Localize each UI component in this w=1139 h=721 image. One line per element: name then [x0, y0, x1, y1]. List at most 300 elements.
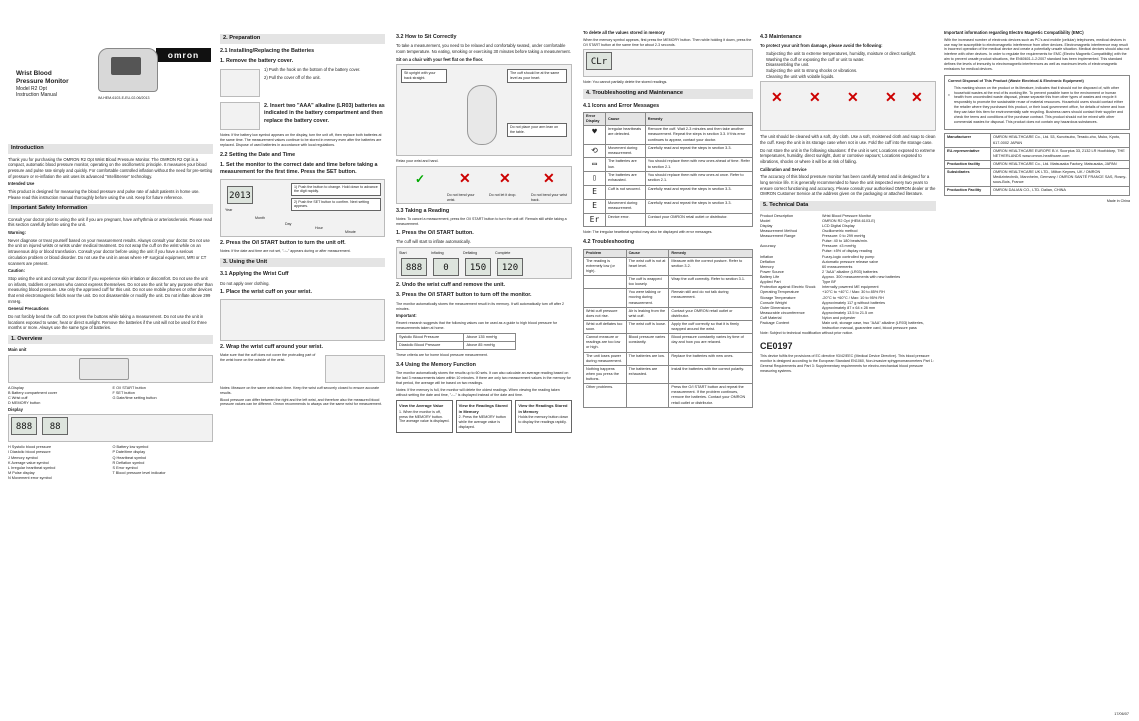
- cover-manual: Instruction Manual: [16, 92, 57, 99]
- lcd-stage-label: Complete: [495, 251, 511, 256]
- part-item: F SET button: [112, 391, 135, 396]
- memory-box-text: 1. When the monitor is off, press the MEMORY button. The average value is displayed.: [399, 409, 450, 424]
- lcd-stage: [431, 250, 461, 278]
- spec-value: Approximately 87 x 64 x 28 mm: [822, 305, 876, 310]
- error-icon: ⟲: [584, 144, 606, 158]
- table-cell: OMRON HEALTHCARE Co., Ltd. Matsusaka Factory, Matsusaka, JAPAN: [991, 160, 1130, 168]
- cuff-notes: Notes: Measure on the same wrist each time. Keep the wrist cuff securely closed to ensure accurate results.: [220, 385, 380, 395]
- cuff-place-figure: [220, 299, 385, 341]
- display-part: H Systolic blood pressure: [8, 445, 52, 450]
- label-relax: Relax your wrist and hand.: [396, 159, 439, 164]
- table-cell: OMRON DALIAN CO., LTD. Dalian, CHINA: [991, 187, 1130, 195]
- spec-list: [760, 214, 936, 332]
- error-icon: E: [584, 186, 606, 200]
- spec-label: Protection against Electric Shock: [760, 285, 816, 290]
- disposal-row: [948, 86, 1126, 127]
- table-cell: Carefully read and repeat the steps in section 3.3.: [645, 186, 752, 200]
- ce-mark: CE0197: [760, 341, 793, 352]
- datetime-step-1: 1. Set the monitor to the correct date and time before taking a measurement for the first time. Press the SET button.: [220, 161, 378, 176]
- lcd-dia: 88: [42, 417, 68, 435]
- label-lean: Do not place your arm lean on the table.: [507, 123, 567, 137]
- posture-bold: Sit on a chair with your feet flat on the floor.: [396, 56, 484, 62]
- error-icon: E: [584, 199, 606, 213]
- delete-title: To delete all the values stored in memory: [583, 30, 665, 35]
- table-cell: Subsidiaries: [945, 169, 991, 187]
- intended-title: Intended Use: [8, 181, 35, 187]
- x-icon: ✕: [499, 170, 511, 187]
- display-part: O Battery low symbol: [112, 445, 149, 450]
- storage-text: Do not store the unit in the following situations: If the unit is wet; Locations exposed to extreme temperatures, humidity, direct sunlight, dust or corrosive vapours; Locations exposed to vibrations, shocks or where it will be at risk of falling.: [760, 147, 936, 165]
- spec-label: Outer Dimensions: [760, 305, 791, 310]
- x-icon: ✕: [847, 89, 859, 106]
- battery-subtitle: 2.1 Installing/Replacing the Batteries: [220, 47, 315, 54]
- lcd-stage: [463, 250, 493, 278]
- column-6: [944, 30, 1130, 705]
- lcd-screen: 0: [433, 258, 459, 276]
- x-icon: ✕: [459, 170, 471, 187]
- spec-value: Pulse: 40 to 180 beats/min.: [822, 239, 869, 244]
- list-item: • Washing the cuff or exposing the cuff or unit to water.: [766, 57, 936, 63]
- table-row: [584, 257, 753, 275]
- table-row: [945, 147, 1130, 160]
- table-cell: Carefully read and repeat the steps in section 3.3.: [645, 199, 752, 213]
- maintenance-text: To protect your unit from damage, please avoid the following:: [760, 43, 883, 49]
- ce-text: This device fulfils the provisions of EC directive 93/42/EEC (Medical Device Directive). This blood pressure monitor is designed according to the European Standard EN1060, Non-invasive sphygmomanometers Part 1: General Requirements and Part 3: Supplementary requirements for electro-mechanical blood pressure measuring systems.: [760, 354, 934, 373]
- table-row: [584, 352, 753, 365]
- spec-value: -20°C to +60°C / Max: 10 to 95% RH: [822, 295, 884, 300]
- spec-value: Automatic pressure release valve: [822, 259, 879, 264]
- cover-title-1: Wrist Blood: [16, 70, 52, 77]
- main-unit-figure: [8, 355, 213, 383]
- reading-step-2: 2. Undo the wrist cuff and remove the unit.: [396, 282, 506, 289]
- table-cell: Movement during measurement.: [606, 144, 646, 158]
- error-icon: ♥: [584, 126, 606, 144]
- table-header: [584, 249, 753, 257]
- table-cell: You should replace them with new ones ahead of time. Refer to section 2.1.: [645, 158, 752, 172]
- table-cell: Press the O/I START button and repeat the measurement. If the problem continues, remove the batteries. Contact your OMRON retail outlet or distributor.: [669, 384, 753, 408]
- display-part: P Date/time display: [112, 450, 146, 455]
- battery-step-1: 1. Remove the battery cover.: [220, 57, 294, 64]
- battery-step-2: 2. Insert two "AAA" alkaline (LR03) batteries as indicated in the battery compartment and then replace the battery cover.: [264, 103, 385, 124]
- errors-subtitle: 4.1 Icons and Error Messages: [583, 102, 660, 109]
- spec-label: Package Content: [760, 321, 790, 326]
- table-row: [397, 341, 516, 349]
- memory-box-text: 2. Press the MEMORY button while the average value is displayed.: [458, 415, 506, 429]
- battery-notes: Notes: If the battery low symbol appears on the display, turn the unit off, then replace both batteries at the same time. The measurement values continue to be stored in memory even after the batteries are replaced. Dispose of used batteries in accordance with local regulations.: [220, 133, 382, 147]
- maintenance-subtitle: 4.3 Maintenance: [760, 34, 802, 40]
- battery-cover-figure: [220, 69, 260, 97]
- spec-label: Measurement Method: [760, 228, 797, 233]
- spec-label: Operating Temperature: [760, 290, 799, 295]
- check-icon: ✓: [415, 172, 426, 187]
- bp-note: These criteria are for home blood pressure measurement.: [396, 353, 488, 357]
- memory-box: [456, 400, 513, 432]
- spec-value: LCD Digital Display: [822, 223, 855, 228]
- lcd-stage: [399, 250, 429, 278]
- table-head: Cause: [626, 249, 669, 257]
- memory-box-title: View the Readings Stored in Memory: [458, 403, 508, 414]
- datetime-subtitle: 2.2 Setting the Date and Time: [220, 151, 296, 158]
- display-part: N Movement error symbol: [8, 476, 52, 481]
- table-cell: The wrist cuff is not at heart level.: [626, 257, 669, 275]
- ts-subtitle: 4.2 Troubleshooting: [583, 239, 635, 246]
- part-item: G Date/time setting button: [112, 396, 157, 401]
- table-cell: Cuff is not secured.: [606, 186, 646, 200]
- table-cell: The cuff is wrapped too loosely.: [626, 276, 669, 289]
- display-label: Display: [8, 406, 23, 412]
- table-head: Error Display: [584, 113, 606, 126]
- list-item: • Subjecting the unit to strong shocks or vibrations.: [766, 68, 936, 74]
- important-label: Important:: [396, 313, 417, 319]
- table-cell: OMRON HEALTHCARE UK LTD., Milton Keynes, UK / OMRON Medizintechnik, Mannheim, Germany / OMRON SANTÉ FRANCE SAS, Rosny-sous-Bois, France: [991, 169, 1130, 187]
- battery-step-1b: 2) Pull the cover off of the unit.: [264, 74, 321, 80]
- cuff-step-2: 2. Wrap the wrist cuff around your wrist.: [220, 343, 323, 350]
- disposal-text: This marking shown on the product or its literature, indicates that it should not be disposed of, with other household wastes at the end of its working life. To prevent possible harm to the environment or human health from uncontrolled waste disposal, please separate this from other types of wastes and recycle it responsibly to promote the sustainable reuse of material resources. Household users should contact either the retailer where they purchased this product, or their local government office, for details of where and how they can take this item for environmentally safe recycling. Business users should contact their supplier and check the terms and conditions of the purchase contract. This product should not be mixed with other commercial wastes for disposal. This product does not contain any hazardous substances.: [953, 85, 1125, 124]
- reading-step-3-text: The monitor automatically stores the measurement result in its memory. It will automatically turn off after 2 minutes.: [396, 301, 565, 311]
- memory-text: The monitor automatically stores the results up to 60 sets. It can also calculate an average reading based on the last 3 measurements taken within 10 minutes. If there are only two measurement values in the memory for that period, the average will be based on two readings.: [396, 371, 571, 385]
- spec-note: Note: Subject to technical modification without prior notice.: [760, 331, 854, 336]
- spec-label: Measurement Range: [760, 234, 796, 239]
- spec-value: Approximately 117 g without batteries: [822, 300, 886, 305]
- reading-notes: Notes: To cancel a measurement, press the O/I START button to turn the unit off. Remain still while taking a measurement.: [396, 217, 567, 227]
- table-row: [584, 276, 753, 289]
- spec-value: Nylon and polyester: [822, 316, 856, 321]
- cuff-wrap-figure: [325, 355, 385, 383]
- intended-text: This product is designed for measuring the blood pressure and pulse rate of adult patients in home use. Please read this instruction manual thoroughly before using the unit. Keep for future reference.: [8, 188, 200, 200]
- spec-value: 60 measurements: [822, 264, 853, 269]
- table-row: [584, 126, 753, 144]
- table-head: Remedy: [645, 113, 752, 126]
- part-item: A Display: [8, 386, 24, 391]
- caution-text: Stop using the unit and consult your doctor if you experience skin irritation or discomfort. Do not use the unit on infants, toddlers or persons who cannot express themselves. Do not use the unit for any purpose other than measuring blood pressure. Use only the approved cuff for this unit. Do not use mobile phones or other devices that emit electromagnetic fields near the unit. Do not disassemble or modify the unit. Do not inflate above 299 mmHg.: [8, 275, 213, 304]
- spec-value: Wrist Blood Pressure Monitor: [822, 213, 872, 218]
- display-parts-list: [8, 445, 213, 481]
- table-row: [584, 307, 753, 320]
- x-icon: ✕: [885, 89, 897, 106]
- spec-value: Approximately 13.5 to 21.5 cm: [822, 310, 874, 315]
- column-1: [8, 30, 213, 705]
- reading-subtitle: 3.3 Taking a Reading: [396, 208, 450, 215]
- intro-title: Introduction: [8, 144, 213, 154]
- reading-step-1: 1. Press the O/I START button.: [396, 230, 474, 237]
- table-cell: The wrist cuff is loose.: [626, 320, 669, 333]
- wrist-position-figure: [396, 166, 572, 204]
- label-cuff-level: The cuff should be at the same level as your heart.: [507, 69, 567, 83]
- table-cell: Replace the batteries with new ones.: [669, 352, 753, 365]
- safety-text: Consult your doctor prior to using the unit if you are pregnant, have arrhythmia or arteriosclerosis. Please read this section carefully before using the unit.: [8, 216, 212, 228]
- cuff-notes-2: Blood pressure can differ between the right and the left wrist, and therefore also the measured blood pressure values can be different. Omron recommends to always use the same wrist for measurement.: [220, 397, 382, 407]
- display-part: S Error symbol: [112, 465, 138, 470]
- column-5: [760, 30, 936, 705]
- spec-label: Storage Temperature: [760, 295, 796, 300]
- battery-step-2-row: [220, 100, 385, 133]
- table-cell: Manufacturer: [945, 134, 991, 147]
- spec-value: Main unit, storage case, two "AAA" alkaline (LR03) batteries, instruction manual, guarantee card, blood pressure pass: [822, 321, 924, 331]
- column-4: [583, 30, 753, 705]
- spec-value: Approx. 300 measurements with new batteries: [822, 275, 901, 280]
- table-row: [945, 160, 1130, 168]
- display-figure: [8, 414, 213, 442]
- spec-value: Pulse: ±5% of display reading: [822, 249, 872, 254]
- spec-value: Type BF: [822, 280, 837, 285]
- disposal-box: [944, 75, 1130, 131]
- intro-text: Thank you for purchasing the OMRON R2 Opt Wrist Blood Pressure Monitor. The OMRON R2 Opt is a compact, automatic blood pressure monitor, operating on the oscillometric principle. It measures your blood pressure and pulse rate simply and quickly. For comfortable controlled inflation without the need for pre-setting of pressure or re-inflation the unit uses its advanced "IntelliSense" technology.: [8, 156, 213, 179]
- table-cell: The unit loses power during measurement.: [584, 352, 627, 365]
- memory-notes: Notes: If the memory is full, the monitor will delete the oldest readings. When viewing the reading taken without setting the date and time, "-:--" is displayed instead of the date and time.: [396, 387, 560, 397]
- table-row: [584, 213, 753, 227]
- delete-note: Note: You cannot partially delete the stored readings.: [583, 80, 668, 85]
- label-month: Month: [255, 215, 265, 220]
- table-head: Problem: [584, 249, 627, 257]
- label-no-bend: Do not bend your wrist.: [447, 193, 475, 202]
- lcd-year: 2013: [227, 186, 253, 204]
- delete-text: When the memory symbol appears, first press the MEMORY button. Then while holding it down, press the O/I START button at the same time for about 2-3 seconds.: [583, 37, 752, 47]
- table-cell: Remain still and do not talk during measurement.: [669, 289, 753, 307]
- cover-block: [8, 48, 213, 140]
- cover-title-2: Pressure Monitor: [16, 78, 69, 85]
- table-cell: Blood pressure constantly varies by time of day and how you are relaxed.: [669, 334, 753, 352]
- omron-logo: omron: [156, 48, 211, 62]
- error-icon: ▯: [584, 172, 606, 186]
- table-cell: The reading is extremely low (or high).: [584, 257, 627, 275]
- general-title: General Precautions: [8, 306, 49, 312]
- table-cell: Install the batteries with the correct polarity.: [669, 365, 753, 383]
- label-hour: Hour: [315, 225, 323, 230]
- error-table: [583, 112, 753, 227]
- spec-value: Fuzzy-logic controlled by pump: [822, 254, 875, 259]
- caution-label: Caution:: [8, 268, 25, 274]
- troubleshooting-title: 4. Troubleshooting and Maintenance: [583, 89, 753, 99]
- spec-value: +10°C to +40°C / Max: 30 to 85% RH: [822, 290, 885, 295]
- posture-subtitle: 3.2 How to Sit Correctly: [396, 34, 457, 40]
- table-row: [584, 289, 753, 307]
- spec-label: Product Description: [760, 213, 794, 218]
- posture-figure: [396, 64, 572, 156]
- maintenance-figure: [760, 81, 936, 131]
- column-2: [220, 30, 385, 705]
- table-row: [945, 134, 1130, 147]
- spec-label: Deflation: [760, 259, 775, 264]
- datetime-figure: [220, 179, 385, 237]
- table-row: [397, 333, 516, 341]
- label-no-back: Do not bend your wrist back.: [531, 193, 567, 202]
- label-day: Day: [285, 221, 292, 226]
- x-icon: ✕: [543, 170, 555, 187]
- table-row: [584, 144, 753, 158]
- wheelie-bin-icon: [948, 86, 950, 104]
- battery-step-1a: 1) Push the hook on the bottom of the battery cover.: [264, 67, 361, 73]
- battery-step-1-row: [220, 67, 385, 100]
- delete-figure: [583, 49, 753, 77]
- reading-step-1-text: The cuff will start to inflate automatically.: [396, 239, 471, 245]
- cleaning-text: The unit should be cleaned with a soft, dry cloth. Use a soft, moistened cloth and soap to clean the cuff. Keep the unit in its storage case when not in use. Fold the cuff into the storage case.: [760, 134, 936, 145]
- spec-label: Battery Life: [760, 275, 780, 280]
- label-straight: Sit upright with your back straight.: [401, 69, 447, 83]
- lcd-screen: 888: [401, 258, 427, 276]
- table-cell: Remove the cuff. Wait 2-3 minutes and then take another measurement. Repeat the steps in section 3.3. If this error continues to appear, contact your doctor.: [645, 126, 752, 144]
- table-cell: [626, 384, 669, 408]
- cover-titles: [16, 70, 69, 99]
- error-icon: ▭: [584, 158, 606, 172]
- table-cell: Above 135 mmHg: [464, 333, 516, 341]
- table-cell: [584, 276, 627, 289]
- made-in: Made in China: [1106, 198, 1130, 203]
- table-cell: Air is leaking from the wrist cuff.: [626, 307, 669, 320]
- list-item: • Cleaning the unit with volatile liquids.: [766, 74, 936, 80]
- lcd-stage-label: Inflating: [431, 251, 444, 256]
- spec-value: Oscillometric method: [822, 228, 858, 233]
- spec-label: Measurable circumference: [760, 310, 805, 315]
- spec-value: Pressure: ±3 mmHg: [822, 244, 856, 249]
- memory-box-title: View the Average Value: [399, 403, 444, 409]
- x-icon: ✕: [771, 89, 783, 106]
- warning-label: Warning:: [8, 230, 26, 236]
- use-title: 3. Using the Unit: [220, 258, 385, 268]
- person-figure: [467, 85, 497, 145]
- lcd-stage-label: Deflating: [463, 251, 478, 256]
- datetime-step-2: 2. Press the O/I START button to turn the unit off.: [220, 239, 346, 246]
- memory-box-text: Holds the memory button down to display the readings rapidly.: [518, 415, 569, 424]
- spec-label: Display: [760, 223, 773, 228]
- unit-drawing: [79, 358, 129, 380]
- display-part: M Pulse display: [8, 470, 35, 475]
- maintenance-list: [760, 51, 936, 79]
- table-cell: Carefully read and repeat the steps in section 3.3.: [645, 144, 752, 158]
- table-cell: Above 85 mmHg: [464, 341, 516, 349]
- cover-code: IM-HEM-6103-E-EU-02-06/2013: [98, 96, 150, 100]
- error-note: Note: The irregular heartbeat symbol may also be displayed with error messages.: [583, 230, 713, 235]
- table-row: [584, 365, 753, 383]
- display-part: I Diastolic blood pressure: [8, 450, 51, 455]
- disposal-title: Correct Disposal of This Product (Waste Electrical & Electronic Equipment): [948, 78, 1084, 83]
- table-cell: You were talking or moving during measurement.: [626, 289, 669, 307]
- part-item: E O/I START button: [112, 386, 146, 391]
- overview-title: 1. Overview: [8, 335, 213, 345]
- display-part: T Blood pressure level indicator: [112, 470, 166, 475]
- table-header: [584, 113, 753, 126]
- table-cell: Movement during measurement.: [606, 199, 646, 213]
- spec-label: Inflation: [760, 254, 774, 259]
- part-item: C Wrist cuff: [8, 396, 28, 401]
- table-row: [584, 172, 753, 186]
- battery-insert-figure: [220, 102, 260, 130]
- lcd-screen: 120: [497, 258, 523, 276]
- datetime-step-1a: 1) Push the button to change. Hold down to advance the digit rapidly.: [291, 183, 381, 197]
- table-cell: The batteries are low.: [626, 352, 669, 365]
- table-head: Remedy: [669, 249, 753, 257]
- spec-value: Internally powered ME equipment: [822, 285, 879, 290]
- cuff-wrap-row: [220, 353, 385, 386]
- display-part: K Average value symbol: [8, 460, 49, 465]
- table-cell: Device error.: [606, 213, 646, 227]
- cover-model: Model R2 Opt: [16, 86, 47, 92]
- table-cell: Systolic Blood Pressure: [397, 333, 464, 341]
- label-minute: Minute: [345, 229, 356, 234]
- table-row: [945, 169, 1130, 187]
- table-cell: Production Facility: [945, 187, 991, 195]
- prep-title: 2. Preparation: [220, 34, 385, 44]
- list-item: • Disassembling the unit.: [766, 62, 936, 68]
- display-part: L Irregular heartbeat symbol: [8, 465, 56, 470]
- lcd-sys: 888: [11, 417, 37, 435]
- table-cell: Diastolic Blood Pressure: [397, 341, 464, 349]
- table-row: [945, 187, 1130, 195]
- part-item: D MEMORY button: [8, 401, 41, 406]
- memory-boxes: [396, 400, 572, 432]
- table-head: Cause: [606, 113, 646, 126]
- emc-text: With the increased number of electronic devices such as PC's and mobile (cellular) telephones, medical devices in use may be susceptible to electromagnetic interference from other devices. Electromagnetic interference may result in incorrect operation of the medical device and create a potentially unsafe situation. Medical devices should also not interfere with other devices. In order to regulate the requirements for EMC (Electro Magnetic Compatibility) with the aim to prevent unsafe product situations, the EN60601-1-2:2007 standard has been implemented. This standard defines the levels of immunity to electromagnetic interferences as well as maximum levels of electromagnetic emissions for medical devices.: [944, 37, 1130, 71]
- posture-text: To take a measurement, you need to be relaxed and comfortably seated, under comfortable room temperature. No eating, smoking or exercising 30 minutes before taking a measurement.: [396, 43, 571, 54]
- table-cell: OMRON HEALTHCARE EUROPE B.V. Scorpius 33, 2132 LR Hoofddorp, THE NETHERLANDS www.omron-healthcare.com: [991, 147, 1130, 160]
- table-cell: Irregular heartbeats are detected.: [606, 126, 646, 144]
- table-cell: The batteries are exhausted.: [606, 172, 646, 186]
- spec-label: Power Source: [760, 269, 784, 274]
- spec-label: Applied Part: [760, 280, 781, 285]
- device-illustration: [98, 48, 158, 92]
- cuff-wrap-text: Make sure that the cuff does not cover the protruding part of the wrist bone on the outside of the wrist.: [220, 352, 316, 362]
- memory-box: [515, 400, 572, 432]
- table-cell: OMRON HEALTHCARE Co., Ltd. 53, Kunotsubo, Terado-cho, Muko, Kyoto, 617-0002 JAPAN: [991, 134, 1130, 147]
- display-part: J Memory symbol: [8, 455, 38, 460]
- general-text: Do not forcibly bend the cuff. Do not press the buttons while taking a measurement. Do not use the unit in locations exposed to water, heat or direct sunlight. Remove the batteries if the unit will not be used for three months or more. Always use the same type of batteries.: [8, 313, 207, 331]
- spec-label: Model: [760, 218, 771, 223]
- main-unit-label: Main unit: [8, 347, 27, 353]
- spec-row: [760, 321, 936, 331]
- table-row: [584, 158, 753, 172]
- x-icon: ✕: [809, 89, 821, 106]
- datetime-step-1b: 2) Push the SET button to confirm. Next setting appears.: [291, 198, 381, 212]
- important-text: Recent research suggests that the following values can be used as a guide to high blood pressure for measurements taken at home.: [396, 321, 558, 330]
- table-cell: [584, 289, 627, 307]
- table-cell: Production facility: [945, 160, 991, 168]
- table-cell: Wrap the cuff correctly. Refer to section 3.1.: [669, 276, 753, 289]
- table-cell: Wrist cuff pressure does not rise.: [584, 307, 627, 320]
- troubleshooting-table: [583, 249, 753, 408]
- table-cell: Measure with the correct posture. Refer to section 3.2.: [669, 257, 753, 275]
- memory-subtitle: 3.4 Using the Memory Function: [396, 361, 476, 368]
- table-cell: Cannot measure or readings are too low or high.: [584, 334, 627, 352]
- label-year: Year: [225, 207, 233, 212]
- table-row: [584, 186, 753, 200]
- table-row: [584, 320, 753, 333]
- lcd-stage-label: Start: [399, 251, 407, 256]
- label-no-drop: Do not let it drop.: [489, 193, 517, 198]
- emc-title: Important information regarding Electro Magnetic Compatibility (EMC): [944, 30, 1084, 35]
- spec-value: Pressure: 0 to 299 mmHg: [822, 234, 866, 239]
- spec-value: 2 "AAA" alkaline (LR03) batteries: [822, 269, 878, 274]
- table-row: [584, 199, 753, 213]
- datetime-notes: Notes: If the date and time are not set, "-:--" appears during or after measurement.: [220, 248, 351, 253]
- table-cell: Apply the cuff correctly so that it is firmly wrapped around the wrist.: [669, 320, 753, 333]
- table-cell: Wrist cuff deflates too soon.: [584, 320, 627, 333]
- table-cell: Other problems.: [584, 384, 627, 408]
- spec-label: Memory: [760, 264, 774, 269]
- table-row: [584, 334, 753, 352]
- table-cell: The batteries are exhausted.: [626, 365, 669, 383]
- cuff-subtitle-text: Do not apply over clothing.: [220, 280, 270, 286]
- tech-title: 5. Technical Data: [760, 201, 936, 211]
- reading-lcd-figure: [396, 247, 572, 279]
- column-3: [396, 30, 572, 705]
- calibration-title: Calibration and Service: [760, 166, 807, 172]
- cuff-step-1: 1. Place the wrist cuff on your wrist.: [220, 289, 312, 296]
- table-row: [584, 384, 753, 408]
- table-cell: The batteries are low.: [606, 158, 646, 172]
- memory-box: [396, 400, 453, 432]
- bp-table: [396, 333, 516, 350]
- x-icon: ✕: [911, 89, 923, 106]
- safety-title: Important Safety Information: [8, 204, 213, 214]
